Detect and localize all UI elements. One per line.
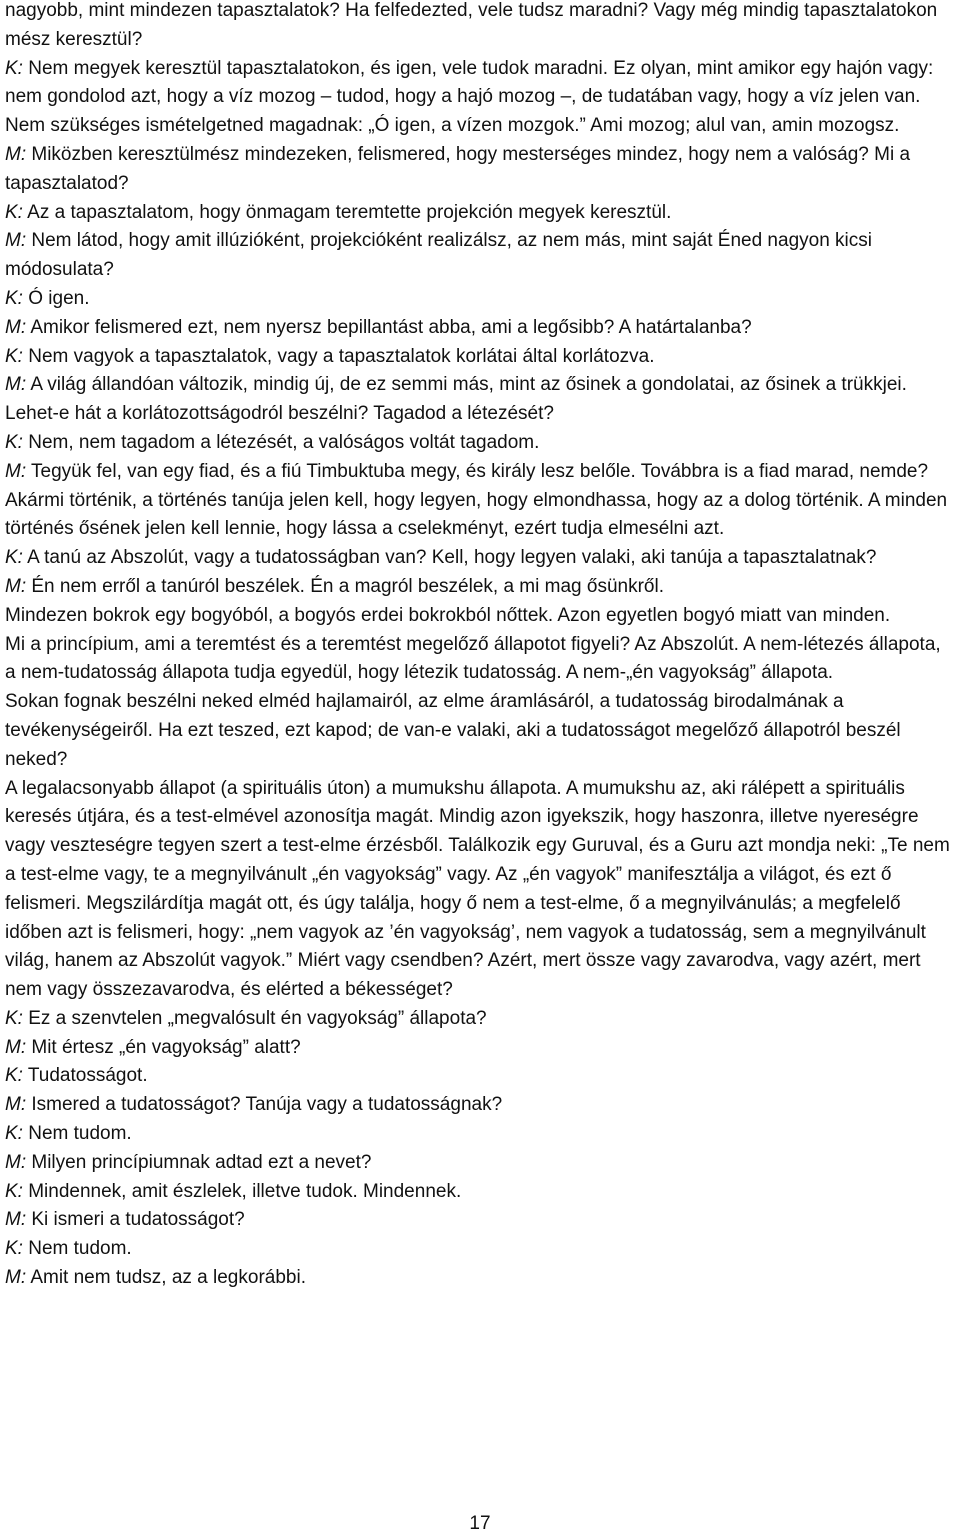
paragraph <box>5 544 955 573</box>
paragraph <box>5 1149 955 1178</box>
paragraph <box>5 285 955 314</box>
paragraph-text: Nem látod, hogy amit illúzióként, projekcióként realizálsz, az nem más, mint saját Éned nagyon kicsi módosulata? <box>5 230 872 281</box>
paragraph-text: Ismered a tudatosságot? Tanúja vagy a tudatosságnak? <box>26 1094 503 1116</box>
paragraph <box>5 1062 955 1091</box>
paragraph <box>5 1206 955 1235</box>
paragraph-text: Milyen princípiumnak adtad ezt a nevet? <box>26 1151 372 1173</box>
paragraph <box>5 688 955 774</box>
paragraph-text: Tudatosságot. <box>22 1065 148 1087</box>
paragraph <box>5 573 955 602</box>
paragraph-text: Mit értesz „én vagyokság” alatt? <box>26 1036 301 1058</box>
paragraph-text: Nem, nem tagadom a létezését, a valóságos voltát tagadom. <box>22 431 540 453</box>
paragraph <box>5 1091 955 1120</box>
speaker-label: K: <box>5 201 23 223</box>
paragraph-text: Akármi történik, a történés tanúja jelen kell, hogy legyen, hogy elmondhassa, hogy az a dolog történik. A minden történés ősének jelen kell lennie, hogy lássa a cselekményt, ezért tudja elmesélni azt. <box>5 489 948 540</box>
speaker-label: M: <box>5 1267 27 1289</box>
paragraph-text: Ez a szenvtelen „megvalósult én vagyokság” állapota? <box>22 1007 487 1029</box>
paragraph <box>5 314 955 343</box>
speaker-label: M: <box>5 1094 27 1116</box>
speaker-label: M: <box>5 1209 27 1231</box>
paragraph <box>5 1034 955 1063</box>
paragraph <box>5 487 955 545</box>
page-number: 17 <box>469 1513 491 1534</box>
paragraph <box>5 141 955 199</box>
paragraph <box>5 1264 955 1293</box>
speaker-label: M: <box>5 316 27 338</box>
paragraph-text: Mindennek, amit észlelek, illetve tudok. Mindennek. <box>22 1180 462 1202</box>
paragraph <box>5 227 955 285</box>
paragraph <box>5 775 955 1005</box>
paragraph-text: A világ állandóan változik, mindig új, de ez semmi más, mint az ősinek a gondolatai, az ősinek a trükkjei. Lehet-e hát a korlátozottságodról beszélni? Tagadod a létezését? <box>5 374 907 425</box>
paragraph <box>5 1178 955 1207</box>
speaker-label: K: <box>5 345 23 367</box>
paragraph <box>5 1120 955 1149</box>
paragraph-text: Miközben keresztülmész mindezeken, felismered, hogy mesterséges mindez, hogy nem a valóság? Mi a tapasztalatod? <box>5 143 911 194</box>
paragraph-text: nagyobb, mint mindezen tapasztalatok? Ha felfedezted, vele tudsz maradni? Vagy még mindig tapasztalatokon mész keresztül? <box>5 0 938 50</box>
speaker-label: K: <box>5 1180 23 1202</box>
paragraph-text: Mi a princípium, ami a teremtést és a teremtést megelőző állapotot figyeli? Az Abszolút. A nem-létezés állapota, a nem-tudatosság állapota tudja egyedül, hogy létezik tudatosság. A nem-„én vagyokság” állapota. <box>5 633 941 684</box>
speaker-label: K: <box>5 547 23 569</box>
paragraph-text: A tanú az Abszolút, vagy a tudatosságban van? Kell, hogy legyen valaki, aki tanúja a tapasztalatnak? <box>22 547 877 569</box>
paragraph <box>5 343 955 372</box>
paragraph-text: Ki ismeri a tudatosságot? <box>26 1209 245 1231</box>
paragraph <box>5 631 955 689</box>
paragraph <box>5 1005 955 1034</box>
speaker-label: K: <box>5 1123 23 1145</box>
paragraph <box>5 602 955 631</box>
paragraph-text: A legalacsonyabb állapot (a spirituális úton) a mumukshu állapota. A mumukshu az, aki rálépett a spirituális keresés útjára, és a test-elmével azonosítja magát. Mindig azon igyekszik, hogy haszonra, illetve nyereségre vagy veszteségre tegyen szert a test-elme érzésből. Találkozik egy Guruval, és a Guru azt mondja neki: „Te nem a test-elme vagy, te a megnyilvánult „én vagyokság” vagy. Az „én vagyok” manifesztálja a világot, és ezt ő felismeri. Megszilárdítja magát ott, és úgy találja, hogy ő nem a test-elme, ő a megnyilvánulás; a megfelelő időben azt is felismeri, hogy: „nem vagyok az ’én vagyokság’, nem vagyok a tudatosság, sem a megnyilvánult világ, hanem az Abszolút vagyok.” Miért vagy csendben? Azért, mert össze vagy zavarodva, vagy azért, mert nem vagy összezavarodva, és elérted a békességet? <box>5 777 950 1001</box>
speaker-label: M: <box>5 575 27 597</box>
speaker-label: M: <box>5 143 27 165</box>
speaker-label: M: <box>5 374 27 396</box>
paragraph-text: Amit nem tudsz, az a legkorábbi. <box>26 1267 306 1289</box>
paragraph-text: Tegyük fel, van egy fiad, és a fiú Timbuktuba megy, és király lesz belőle. Továbbra is a fiad marad, nemde? <box>26 460 929 482</box>
paragraph <box>5 0 955 55</box>
speaker-label: M: <box>5 1036 27 1058</box>
paragraph-text: Mindezen bokrok egy bogyóból, a bogyós erdei bokrokból nőttek. Azon egyetlen bogyó miatt van minden. <box>5 604 891 626</box>
paragraph-text: Nem megyek keresztül tapasztalatokon, és igen, vele tudok maradni. Ez olyan, mint amikor egy hajón vagy: nem gondolod azt, hogy a víz mozog – tudod, hogy a hajó mozog –, de tudatában vagy, hogy a víz jelen van. Nem szükséges ismételgetned magadnak: „Ó igen, a vízen mozgok.” Ami mozog; alul van, amin mozogsz. <box>5 57 934 137</box>
paragraph-text: Nem tudom. <box>22 1123 132 1145</box>
paragraph-text: Ó igen. <box>22 287 90 309</box>
speaker-label: K: <box>5 1007 23 1029</box>
paragraph <box>5 371 955 429</box>
speaker-label: K: <box>5 1238 23 1260</box>
speaker-label: M: <box>5 1151 27 1173</box>
paragraph-text: Amikor felismered ezt, nem nyersz bepillantást abba, ami a legősibb? A határtalanba? <box>26 316 752 338</box>
paragraph <box>5 199 955 228</box>
speaker-label: M: <box>5 230 27 252</box>
paragraph-text: Az a tapasztalatom, hogy önmagam teremtette projekción megyek keresztül. <box>22 201 672 223</box>
paragraph <box>5 1235 955 1264</box>
paragraph-text: Én nem erről a tanúról beszélek. Én a magról beszélek, a mi mag ősünkről. <box>26 575 664 597</box>
paragraph <box>5 458 955 487</box>
speaker-label: K: <box>5 287 23 309</box>
paragraph <box>5 55 955 141</box>
speaker-label: M: <box>5 460 27 482</box>
paragraph-text: Nem vagyok a tapasztalatok, vagy a tapasztalatok korlátai által korlátozva. <box>22 345 655 367</box>
paragraph-text: Sokan fognak beszélni neked elméd hajlamairól, az elme áramlásáról, a tudatosság birodalmának a tevékenységeiről. Ha ezt teszed, ezt kapod; de van-e valaki, aki a tudatosságot megelőző állapotról beszél neked? <box>5 691 901 770</box>
paragraph-text: Nem tudom. <box>22 1238 132 1260</box>
paragraph <box>5 429 955 458</box>
document-page <box>5 0 955 1293</box>
speaker-label: K: <box>5 1065 23 1087</box>
speaker-label: K: <box>5 431 23 453</box>
speaker-label: K: <box>5 57 23 79</box>
